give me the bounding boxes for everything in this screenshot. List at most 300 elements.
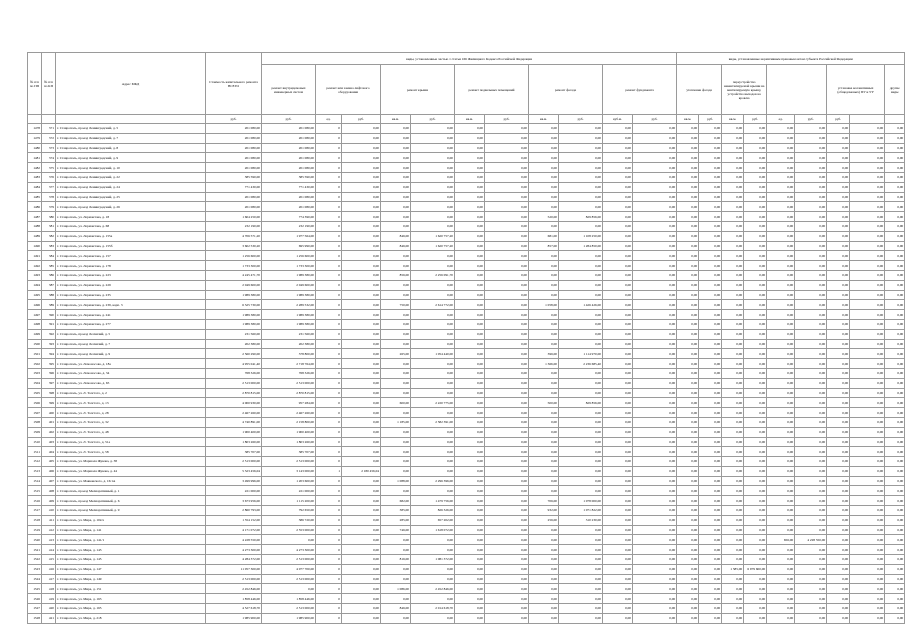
value-cell: 0,00 [455,270,485,280]
value-cell: 0,00 [677,231,699,241]
value-cell: 0,00 [411,212,455,222]
value-cell: 0,00 [722,457,744,467]
row-number-kp: 418 [42,584,56,594]
table-row [28,251,905,261]
value-cell: 0,00 [744,261,767,271]
value-cell: 0,00 [795,427,827,437]
value-cell: 0,00 [827,388,850,398]
value-cell: 0,00 [603,270,633,280]
value-cell: 0,00 [381,427,411,437]
value-cell: 0,00 [411,329,455,339]
value-cell: 0,00 [885,555,905,565]
value-cell: 0,00 [381,535,411,545]
value-cell: 0 [316,564,342,574]
value-cell: 0,00 [744,300,767,310]
value-cell: 0,00 [559,555,603,565]
value-cell: 0,00 [603,486,633,496]
value-cell: 846,00 [381,231,411,241]
value-cell: 0,00 [795,172,827,182]
value-cell: 0,00 [603,525,633,535]
value-cell: 2 870 815,00 [262,388,316,398]
value-cell: 0,00 [529,319,559,329]
value-cell: 0,00 [381,290,411,300]
value-cell: 2 180 456,04 [342,466,381,476]
value-cell: 0,00 [559,290,603,300]
unit-cell: руб. [559,115,603,124]
value-cell: 0,00 [603,143,633,153]
value-cell: 1 900 400,00 [206,427,262,437]
value-cell: 2 513 000,00 [206,457,262,467]
value-cell: 0,00 [677,359,699,369]
value-cell: 0,00 [850,545,885,555]
value-cell: 1 054 440,00 [411,349,455,359]
value-cell: 0,00 [827,182,850,192]
value-cell: 0,00 [381,486,411,496]
unit-cell: кв.м. [381,115,411,124]
value-cell: 0,00 [529,251,559,261]
value-cell: 0,00 [559,476,603,486]
value-cell: 0,00 [722,251,744,261]
value-cell: 0,00 [744,359,767,369]
value-cell: 0,00 [411,613,455,623]
value-cell: 1 977 564,00 [262,231,316,241]
value-cell: 0,00 [633,251,677,261]
header-facade: ремонт фасада [529,65,603,115]
table-row [28,457,905,467]
row-number-pp: 1497 [28,310,42,320]
address-cell: г. Ставрополь, проезд Ленинградский, д. 5 [56,124,206,134]
value-cell: 0 [316,202,342,212]
value-cell: 0,00 [795,417,827,427]
value-cell: 0,00 [485,251,529,261]
value-cell: 0,00 [411,535,455,545]
value-cell: 0,00 [722,280,744,290]
value-cell: 2 049 600,00 [206,280,262,290]
row-number-kp: 400 [42,408,56,418]
value-cell: 0,00 [603,280,633,290]
value-cell: 4 228 550,00 [206,535,262,545]
value-cell: 657 202,00 [411,515,455,525]
value-cell: 0,00 [850,280,885,290]
value-cell: 0,00 [795,329,827,339]
value-cell: 4 706 571,20 [206,231,262,241]
value-cell: 0,00 [885,604,905,614]
value-cell: 0,00 [677,613,699,623]
row-number-pp: 1523 [28,564,42,574]
value-cell: 0 [316,310,342,320]
value-cell: 3 602 530,20 [206,241,262,251]
value-cell: 0,00 [699,506,722,516]
value-cell: 0,00 [827,417,850,427]
value-cell: 0,00 [827,496,850,506]
row-number-pp: 1510 [28,437,42,447]
value-cell: 0,00 [455,182,485,192]
value-cell: 0,00 [827,437,850,447]
value-cell: 0,00 [411,408,455,418]
value-cell: 0,00 [559,604,603,614]
value-cell: 1 426 426,00 [559,300,603,310]
header-blank [767,65,827,115]
value-cell: 0,00 [529,525,559,535]
value-cell: 0,00 [559,182,603,192]
value-cell: 0,00 [381,613,411,623]
value-cell: 1 108 250,00 [559,231,603,241]
row-number-pp: 1522 [28,555,42,565]
value-cell: 0,00 [603,427,633,437]
value-cell: 0,00 [485,359,529,369]
value-cell: 0,00 [485,133,529,143]
value-cell: 0 [316,319,342,329]
value-cell: 0,00 [633,339,677,349]
value-cell: 0,00 [342,290,381,300]
address-cell: г. Ставрополь, ул. Ломоносова, д. 18а [56,359,206,369]
row-number-kp: 416 [42,564,56,574]
value-cell: 0,00 [381,466,411,476]
value-cell: 0,00 [827,564,850,574]
value-cell: 0,00 [744,417,767,427]
row-number-kp: 399 [42,398,56,408]
value-cell: 0,00 [885,398,905,408]
row-number-kp: 405 [42,457,56,467]
value-cell: 0,00 [603,153,633,163]
table-row [28,555,905,565]
value-cell: 0,00 [722,437,744,447]
value-cell: 4 740 891,00 [206,417,262,427]
value-cell: 0,00 [722,261,744,271]
value-cell: 0,00 [744,231,767,241]
value-cell: 0,00 [677,564,699,574]
value-cell: 0,00 [381,359,411,369]
value-cell: 0 [316,506,342,516]
value-cell: 0,00 [677,241,699,251]
value-cell: 0,00 [633,437,677,447]
value-cell: 0,00 [767,124,795,134]
value-cell: 0,00 [850,231,885,241]
value-cell: 0,00 [722,241,744,251]
table-body [28,124,905,624]
value-cell: 0,00 [455,124,485,134]
value-cell: 0,00 [699,133,722,143]
value-cell: 0,00 [485,584,529,594]
value-cell: 0,00 [485,496,529,506]
value-cell: 0,00 [455,466,485,476]
value-cell: 0,00 [850,486,885,496]
value-cell: 2 289 532,00 [262,300,316,310]
table-row [28,329,905,339]
value-cell: 0,00 [603,447,633,457]
value-cell: 0,00 [699,212,722,222]
table-row [28,378,905,388]
value-cell: 0 [316,408,342,418]
value-cell: 0,00 [827,192,850,202]
unit-cell [850,115,885,124]
value-cell: 0,00 [850,124,885,134]
value-cell: 0,00 [767,192,795,202]
value-cell: 0,00 [744,368,767,378]
value-cell: 0,00 [633,172,677,182]
value-cell: 0,00 [722,182,744,192]
value-cell: 0,00 [795,594,827,604]
value-cell: 0,00 [633,290,677,300]
value-cell: 857,00 [529,241,559,251]
value-cell: 0,00 [381,182,411,192]
value-cell: 0,00 [885,261,905,271]
value-cell: 0,00 [885,486,905,496]
address-cell: г. Ставрополь, проезд Ленинградский, д. 25 [56,192,206,202]
value-cell: 0,00 [559,143,603,153]
value-cell: 0,00 [633,280,677,290]
value-cell: 0,00 [603,535,633,545]
address-cell: г. Ставрополь, ул. Ломоносова, д. 34 [56,368,206,378]
table-row [28,182,905,192]
row-number-pp: 1505 [28,388,42,398]
value-cell: 2 049 600,00 [262,280,316,290]
value-cell: 0,00 [559,525,603,535]
value-cell: 0,00 [485,466,529,476]
value-cell: 0 [316,535,342,545]
value-cell: 0,00 [722,545,744,555]
value-cell: 0,00 [529,290,559,300]
row-number-pp: 1503 [28,368,42,378]
table-row [28,212,905,222]
value-cell: 0,00 [633,221,677,231]
value-cell: 0,00 [795,221,827,231]
value-cell: 0,00 [455,555,485,565]
value-cell: 0,00 [633,349,677,359]
value-cell: 0,00 [722,319,744,329]
value-cell: 0,00 [795,476,827,486]
row-number-pp: 1509 [28,427,42,437]
value-cell: 0,00 [455,172,485,182]
value-cell: 0,00 [455,300,485,310]
value-cell: 0,00 [744,555,767,565]
row-number-kp: 407 [42,476,56,486]
value-cell: 0,00 [722,163,744,173]
value-cell: 0,00 [633,153,677,163]
row-number-pp: 1494 [28,280,42,290]
value-cell: 0,00 [677,398,699,408]
value-cell: 0,00 [677,457,699,467]
value-cell: 0,00 [529,310,559,320]
value-cell: 0,00 [827,319,850,329]
value-cell: 0,00 [559,427,603,437]
value-cell: 0,00 [342,300,381,310]
row-number-pp: 1491 [28,251,42,261]
value-cell: 0,00 [342,261,381,271]
value-cell: 1 078 000,00 [559,496,603,506]
row-number-pp: 1480 [28,143,42,153]
value-cell: 0,00 [795,525,827,535]
table-row [28,525,905,535]
value-cell: 0,00 [767,172,795,182]
value-cell: 4 955 041,40 [206,359,262,369]
value-cell: 0,00 [827,613,850,623]
value-cell: 0,00 [885,496,905,506]
row-number-kp: 402 [42,427,56,437]
value-cell: 0 [316,613,342,623]
value-cell: 0,00 [767,398,795,408]
address-cell: г. Ставрополь, проезд Ленинградский, д. 9 [56,153,206,163]
value-cell: 0,00 [455,594,485,604]
value-cell: 0,00 [381,408,411,418]
table-row [28,319,905,329]
value-cell: 0 [316,163,342,173]
value-cell: 0,00 [722,349,744,359]
value-cell: 201 080,00 [262,133,316,143]
value-cell: 0,00 [885,182,905,192]
row-number-pp: 1515 [28,486,42,496]
value-cell: 0,00 [850,378,885,388]
value-cell: 221 000,00 [262,486,316,496]
value-cell: 0,00 [603,457,633,467]
value-cell: 1 585,00 [722,564,744,574]
value-cell: 0,00 [699,310,722,320]
value-cell: 0,00 [885,457,905,467]
value-cell: 0,00 [381,202,411,212]
value-cell: 0,00 [744,476,767,486]
value-cell: 0,00 [744,251,767,261]
value-cell: 0,00 [677,280,699,290]
value-cell: 0,00 [559,172,603,182]
value-cell: 829 856,00 [559,212,603,222]
table-row [28,143,905,153]
table-row [28,339,905,349]
value-cell: 0,00 [485,270,529,280]
value-cell: 0,00 [767,555,795,565]
row-number-pp: 1525 [28,584,42,594]
value-cell: 0,00 [767,261,795,271]
row-number-kp: 389 [42,300,56,310]
value-cell: 0,00 [885,192,905,202]
value-cell: 0,00 [795,378,827,388]
value-cell: 396,00 [529,349,559,359]
value-cell: 0,00 [722,535,744,545]
value-cell: 0,00 [603,221,633,231]
value-cell: 231 560,00 [206,329,262,339]
value-cell: 0,00 [559,202,603,212]
value-cell: 0,00 [529,427,559,437]
value-cell: 0,00 [885,417,905,427]
value-cell: 0,00 [381,192,411,202]
row-number-kp: 382 [42,231,56,241]
address-cell: г. Ставрополь, ул. Л. Толстого, д. 51а [56,437,206,447]
value-cell: 1 803 260,00 [262,437,316,447]
row-number-pp: 1528 [28,613,42,623]
value-cell: 0,00 [744,457,767,467]
value-cell: 0,00 [795,280,827,290]
address-cell: г. Ставрополь, ул. Лермонтова, д. 241 [56,310,206,320]
value-cell: 0,00 [381,378,411,388]
value-cell: 0,00 [767,153,795,163]
value-cell: 0,00 [411,153,455,163]
value-cell: 0,00 [767,545,795,555]
value-cell: 201 080,00 [262,124,316,134]
value-cell: 0,00 [342,555,381,565]
value-cell: 0,00 [850,300,885,310]
value-cell: 0,00 [633,300,677,310]
value-cell: 0,00 [455,398,485,408]
table-row [28,496,905,506]
value-cell: 0,00 [381,457,411,467]
value-cell: 0,00 [411,378,455,388]
value-cell: 0 [316,476,342,486]
value-cell: 2 513 000,00 [262,574,316,584]
value-cell: 0,00 [850,417,885,427]
address-cell: г. Ставрополь, ул. Лермонтова, д. 235 [56,290,206,300]
value-cell: 0,00 [744,378,767,388]
value-cell: 0,00 [885,339,905,349]
value-cell: 0,00 [767,339,795,349]
address-cell: г. Ставрополь, ул. Мира, д. 145 [56,555,206,565]
unit-cell: ед. [767,115,795,124]
value-cell: 0,00 [744,506,767,516]
value-cell: 0,00 [767,329,795,339]
value-cell: 11 057 300,00 [206,564,262,574]
value-cell: 0,00 [744,613,767,623]
unit-cell: руб. [744,115,767,124]
value-cell: 2 014 618,70 [411,604,455,614]
row-number-kp: 371 [42,124,56,134]
value-cell: 0,00 [529,143,559,153]
unit-cell: руб. [795,115,827,124]
value-cell: 0,00 [411,466,455,476]
value-cell: 0,00 [381,261,411,271]
value-cell: 0,00 [411,192,455,202]
value-cell: 0,00 [381,310,411,320]
value-cell: 0,00 [850,172,885,182]
value-cell: 4 171 072,00 [206,525,262,535]
value-cell: 0,00 [722,525,744,535]
value-cell: 768 326,00 [262,368,316,378]
value-cell: 0,00 [485,604,529,614]
value-cell: 0,00 [677,525,699,535]
value-cell: 0,00 [722,466,744,476]
row-number-pp: 1485 [28,192,42,202]
value-cell: 0,00 [744,310,767,320]
table-row [28,163,905,173]
value-cell: 0,00 [633,515,677,525]
value-cell: 0,00 [342,564,381,574]
row-number-kp: 376 [42,172,56,182]
row-number-pp: 1488 [28,221,42,231]
row-number-kp: 387 [42,280,56,290]
value-cell: 0,00 [767,319,795,329]
value-cell: 0,00 [827,280,850,290]
value-cell: 0,00 [455,212,485,222]
value-cell: 1 256 600,00 [206,251,262,261]
value-cell: 0,00 [529,261,559,271]
row-number-pp: 1490 [28,241,42,251]
value-cell: 0,00 [699,555,722,565]
value-cell: 0,00 [744,280,767,290]
value-cell: 0,00 [559,133,603,143]
value-cell: 0,00 [342,231,381,241]
value-cell: 0,00 [699,251,722,261]
value-cell: 1 203 600,00 [262,476,316,486]
value-cell: 0,00 [677,604,699,614]
value-cell: 0,00 [342,280,381,290]
value-cell: 1 733 300,00 [206,261,262,271]
value-cell: 0,00 [381,339,411,349]
row-number-pp: 1521 [28,545,42,555]
value-cell: 0,00 [827,153,850,163]
value-cell: 0,00 [559,388,603,398]
value-cell: 0,00 [485,163,529,173]
value-cell: 0,00 [722,124,744,134]
value-cell: 0,00 [529,163,559,173]
value-cell: 0,00 [529,437,559,447]
value-cell: 1 858 446,00 [262,594,316,604]
